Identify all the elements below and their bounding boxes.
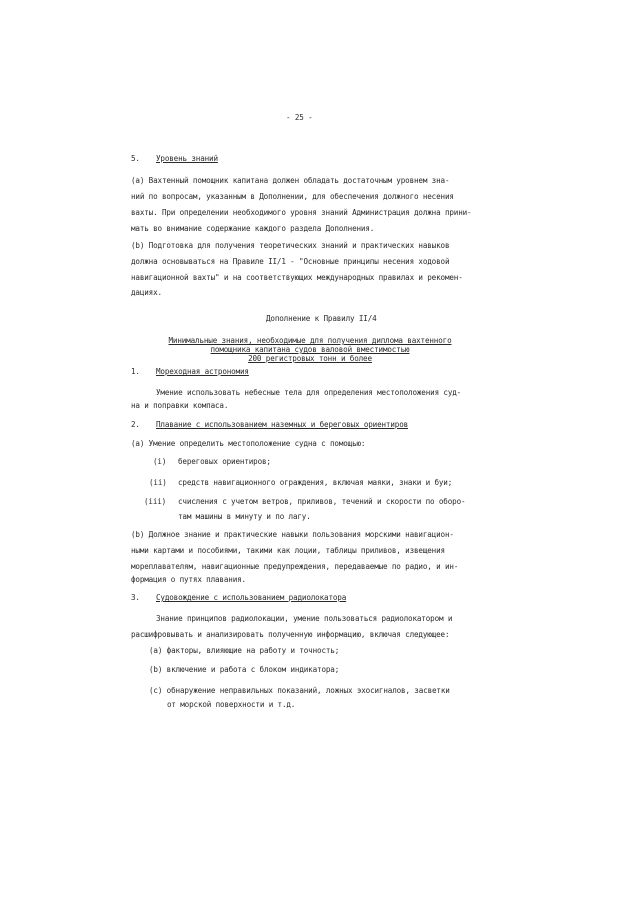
item-heading: Мореходная астрономия <box>156 367 249 376</box>
paragraph-line: (a) Вахтенный помощник капитана должен обладать достаточным уровнем зна- <box>131 176 450 185</box>
appendix-subtitle-line: 200 регистровых тонн и более <box>248 354 372 363</box>
paragraph-line: ний по вопросам, указанным в Дополнении, для обеспечения должного несения <box>131 192 454 201</box>
list-label: (ii) <box>149 478 167 487</box>
paragraph-line: мореплавателям, навигационные предупреждения, передаваемые по радио, и ин- <box>131 562 459 571</box>
paragraph-line: Знание принципов радиолокации, умение пользоваться радиолокатором и <box>156 614 453 623</box>
paragraph-line: дациях. <box>131 288 162 297</box>
list-item-text: (c) обнаружение неправильных показаний, ложных эхосигналов, засветки <box>149 686 450 695</box>
section-heading: Уровень знаний <box>156 154 218 163</box>
appendix-subtitle-line: помощника капитана судов валовой вместимостью <box>210 345 410 354</box>
paragraph-line: (b) Должное знание и практические навыки пользования морскими навигацион- <box>131 530 454 539</box>
appendix-subtitle-line: Минимальные знания, необходимые для получения диплома вахтенного <box>168 336 452 345</box>
appendix-title: Дополнение к Правилу II/4 <box>266 314 377 323</box>
paragraph-line: навигационной вахты" и на соответствующих международных правилах и рекомен- <box>131 273 463 282</box>
list-item-text: счисления с учетом ветров, приливов, течений и скорости по оборо- <box>178 497 466 506</box>
list-item-text: от морской поверхности и т.д. <box>167 700 296 709</box>
paragraph-line: должна основываться на Правиле II/1 - "Основные принципы несения ходовой <box>131 257 450 266</box>
list-item-text: (b) включение и работа с блоком индикатора; <box>149 665 340 674</box>
item-number: 2. <box>131 420 140 429</box>
paragraph-line: на и поправки компаса. <box>131 401 229 410</box>
section-number: 5. <box>131 154 140 163</box>
list-label: (i) <box>153 457 167 466</box>
list-label: (iii) <box>144 497 167 506</box>
paragraph-line: Умение использовать небесные тела для определения местоположения суд- <box>156 388 462 397</box>
paragraph-line: формация о путях плавания. <box>131 575 246 584</box>
paragraph-line: ными картами и пособиями, такими как лоции, таблицы приливов, извещения <box>131 546 445 555</box>
page-number: - 25 - <box>286 113 313 122</box>
item-heading: Судовождение с использованием радиолокатора <box>156 593 347 602</box>
list-item-text: там машины в минуту и по лагу. <box>178 512 311 521</box>
item-number: 1. <box>131 367 140 376</box>
paragraph-line: (a) Умение определить местоположение судна с помощью: <box>131 439 366 448</box>
item-heading: Плавание с использованием наземных и береговых ориентиров <box>156 420 409 429</box>
paragraph-line: расшифровывать и анализировать полученную информацию, включая следующее: <box>131 630 450 639</box>
paragraph-line: вахты. При определении необходимого уровня знаний Администрация должна прини- <box>131 208 472 217</box>
list-item-text: средств навигационного ограждения, включая маяки, знаки и буи; <box>178 478 453 487</box>
list-item-text: береговых ориентиров; <box>178 457 271 466</box>
item-number: 3. <box>131 593 140 602</box>
list-item-text: (a) факторы, влияющие на работу и точность; <box>149 646 340 655</box>
paragraph-line: (b) Подготовка для получения теоретических знаний и практических навыков <box>131 241 450 250</box>
paragraph-line: мать во внимание содержание каждого раздела Дополнения. <box>131 224 375 233</box>
